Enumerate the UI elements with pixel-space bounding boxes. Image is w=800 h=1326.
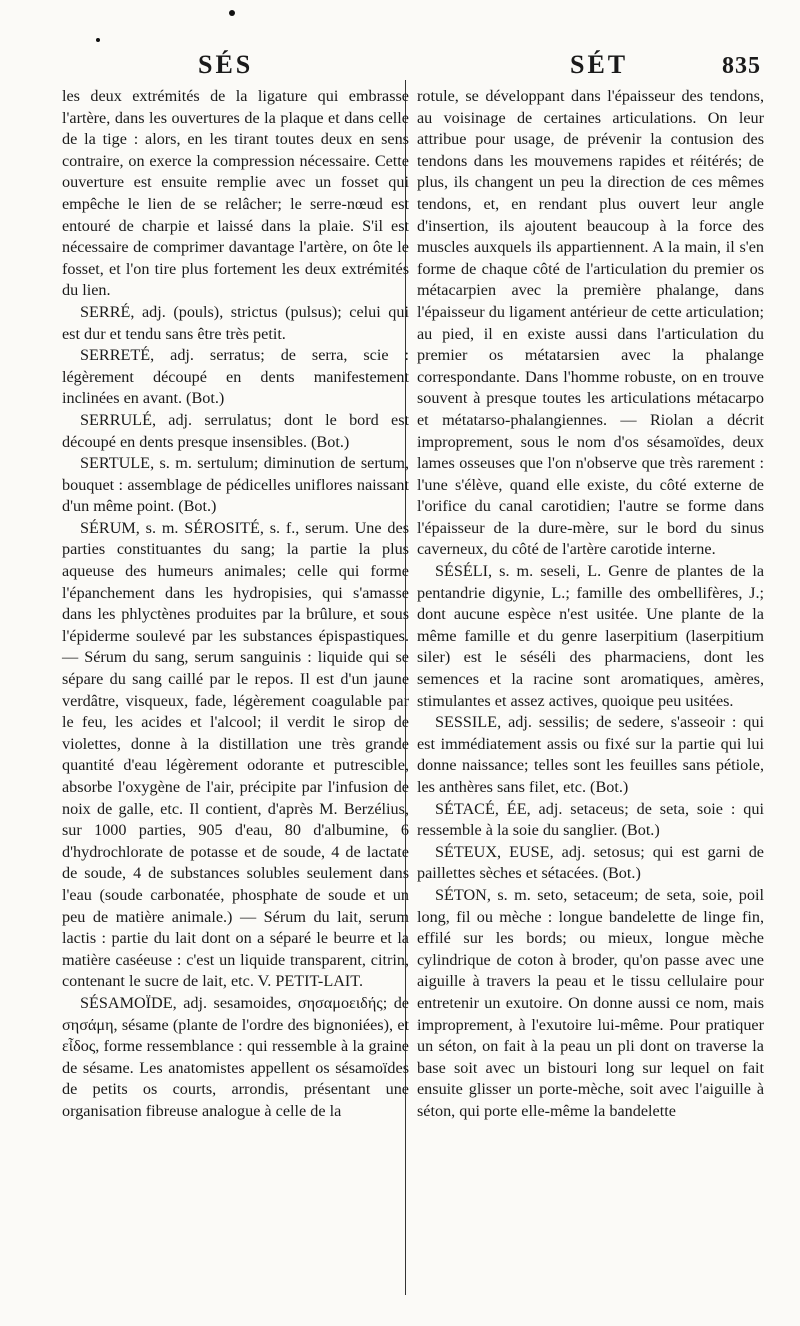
entry-serum: SÉRUM, s. m. SÉROSITÉ, s. f., serum. Une des parties constituantes du sang; la partie la plus aqueuse des humeurs animales; celle qui forme l'épanchement dans les hydropisies, qui s'amasse dans les phlyctènes produites par la brûlure, et sous l'épiderme soulevé par les substances épispastiques. — Sérum du sang, serum sanguinis : liquide qui se sépare du sang caillé par le repos. Il est d'un jaune verdâtre, visqueux, fade, légèrement coagulable par le feu, les acides et l'alcool; il verdit le sirop de violettes, donne à la distillation une très grande quantité d'eau légèrement odorante et putrescible, absorbe l'oxygène de l'air, précipite par l'infusion de noix de galle, etc. Il contient, d'après M. Berzélius, sur 1000 parties, 905 d'eau, 80 d'albumine, 6 d'hydrochlorate de potasse et de soude, 4 de lactate de soude, 4 de substances solubles seulement dans l'eau (soude carbonatée, phosphate de soude et un peu de matière animale.) — Sérum du lait, serum lactis : partie du lait dont on a séparé le beurre et la matière caséeuse : c'est un liquide transparent, citrin, contenant le sucre de lait, etc. V. PETIT-LAIT. [62, 518, 409, 991]
entry-sessile: SESSILE, adj. sessilis; de sedere, s'asseoir : qui est immédiatement assis ou fixé sur la partie qui lui donne naissance; telles sont les feuilles sans pétiole, les anthères sans filet, etc. (Bot.) [417, 713, 764, 796]
entry-seton: SÉTON, s. m. seto, setaceum; de seta, soie, poil long, fil ou mèche : longue bandelette de linge fin, effilé sur les bords; ou mieux, longue mèche cylindrique de coton à broder, qu'on passe avec une aiguille à travers la peau et le tissu cellulaire pour entretenir un exutoire. On donne aussi ce nom, mais improprement, à l'exutoire lui-même. Pour pratiquer un séton, on fait à la peau un pli dont on traverse la base soit avec un bistouri long sur lequel on fait ensuite glisser un porte-mèche, soit avec l'aiguille à séton, qui porte elle-même la bandelette [417, 885, 764, 1120]
left-column [62, 86, 409, 1123]
paragraph: rotule, se développant dans l'épaisseur des tendons, au voisinage de certaines articulations. On leur attribue pour usage, de prévenir la contusion des tendons dans les mouvemens rapides et réitérés; de plus, ils changent un peu la direction de ces mêmes tendons, et, en rendant plus ouvert leur angle d'insertion, ils ajoutent beaucoup à la force des muscles auxquels ils appartiennent. A la main, il s'en forme de chaque côté de l'articulation du premier os métacarpien avec la première phalange, dans l'épaisseur du ligament antérieur de cette articulation; au pied, il en existe aussi dans l'articulation du premier os métatarsien avec la phalange correspondante. Dans l'homme robuste, on en trouve souvent à presque toutes les articulations métacarpo et métatarso-phalangiennes. — Riolan a décrit improprement, sous le nom d'os sésamoïdes, deux lames osseuses que l'on n'observe que très rarement : l'une s'élève, quand elle existe, du côté externe de l'orifice du canal carotidien; l'autre se forme dans l'épaisseur de la dure-mère, sur le bord du sinus caverneux, du côté de l'artère carotide interne. [417, 87, 764, 559]
entry-setace: SÉTACÉ, ÉE, adj. setaceus; de seta, soie : qui ressemble à la soie du sanglier. (Bot.) [417, 799, 764, 840]
entry-seseli: SÉSÉLI, s. m. seseli, L. Genre de plantes de la pentandrie digynie, L.; famille des ombellifères, J.; dont aucune espèce n'est usitée. Une plante de la même famille et du genre laserpitium (laserpitium siler) est le séséli des pharmaciens, dont les semences et la racine sont aromatiques, amères, stimulantes et assez actives, quoique peu usitées. [417, 562, 764, 710]
ink-speck [96, 38, 100, 42]
entry-seteux: SÉTEUX, EUSE, adj. setosus; qui est garni de paillettes sèches et sétacées. (Bot.) [417, 842, 764, 883]
entry-serrete: SERRETÉ, adj. serratus; de serra, scie : légèrement découpé en dents manifestement inclinées en avant. (Bot.) [62, 346, 409, 408]
paragraph: les deux extrémités de la ligature qui embrasse l'artère, dans les ouvertures de la plaque et dans celle de la tige : alors, en les tirant toutes deux en sens contraire, on exerce la compression nécessaire. Cette ouverture est ensuite remplie avec un fosset qui empêche le lien de se relâcher; le serre-nœud est entouré de charpie et laissé dans la plaie. S'il est nécessaire de comprimer davantage l'artère, on ôte le fosset, et l'on tire plus fortement les deux extrémités du lien. [62, 87, 409, 300]
right-column [417, 86, 764, 1123]
running-head-left: SÉS [198, 50, 254, 79]
entry-serre: SERRÉ, adj. (pouls), strictus (pulsus); celui qui est dur et tendu sans être très petit. [62, 302, 409, 343]
entry-sertule: SERTULE, s. m. sertulum; diminution de sertum, bouquet : assemblage de pédicelles uniflores naissant d'un même point. (Bot.) [62, 454, 409, 516]
ink-speck [229, 10, 235, 16]
running-head-right: SÉT [570, 50, 629, 79]
page-number: 835 [722, 53, 761, 79]
entry-serrule: SERRULÉ, adj. serrulatus; dont le bord est découpé en dents presque insensibles. (Bot.) [62, 410, 409, 451]
entry-sesamoide: SÉSAMOÏDE, adj. sesamoides, σησαμοειδής; de σησάμη, sésame (plante de l'ordre des bignoniées), et εἶδος, forme ressemblance : qui ressemble à la graine de sésame. Les anatomistes appellent os sésamoïdes de petits os courts, arrondis, présentant une organisation fibreuse analogue à celle de la [62, 993, 409, 1120]
